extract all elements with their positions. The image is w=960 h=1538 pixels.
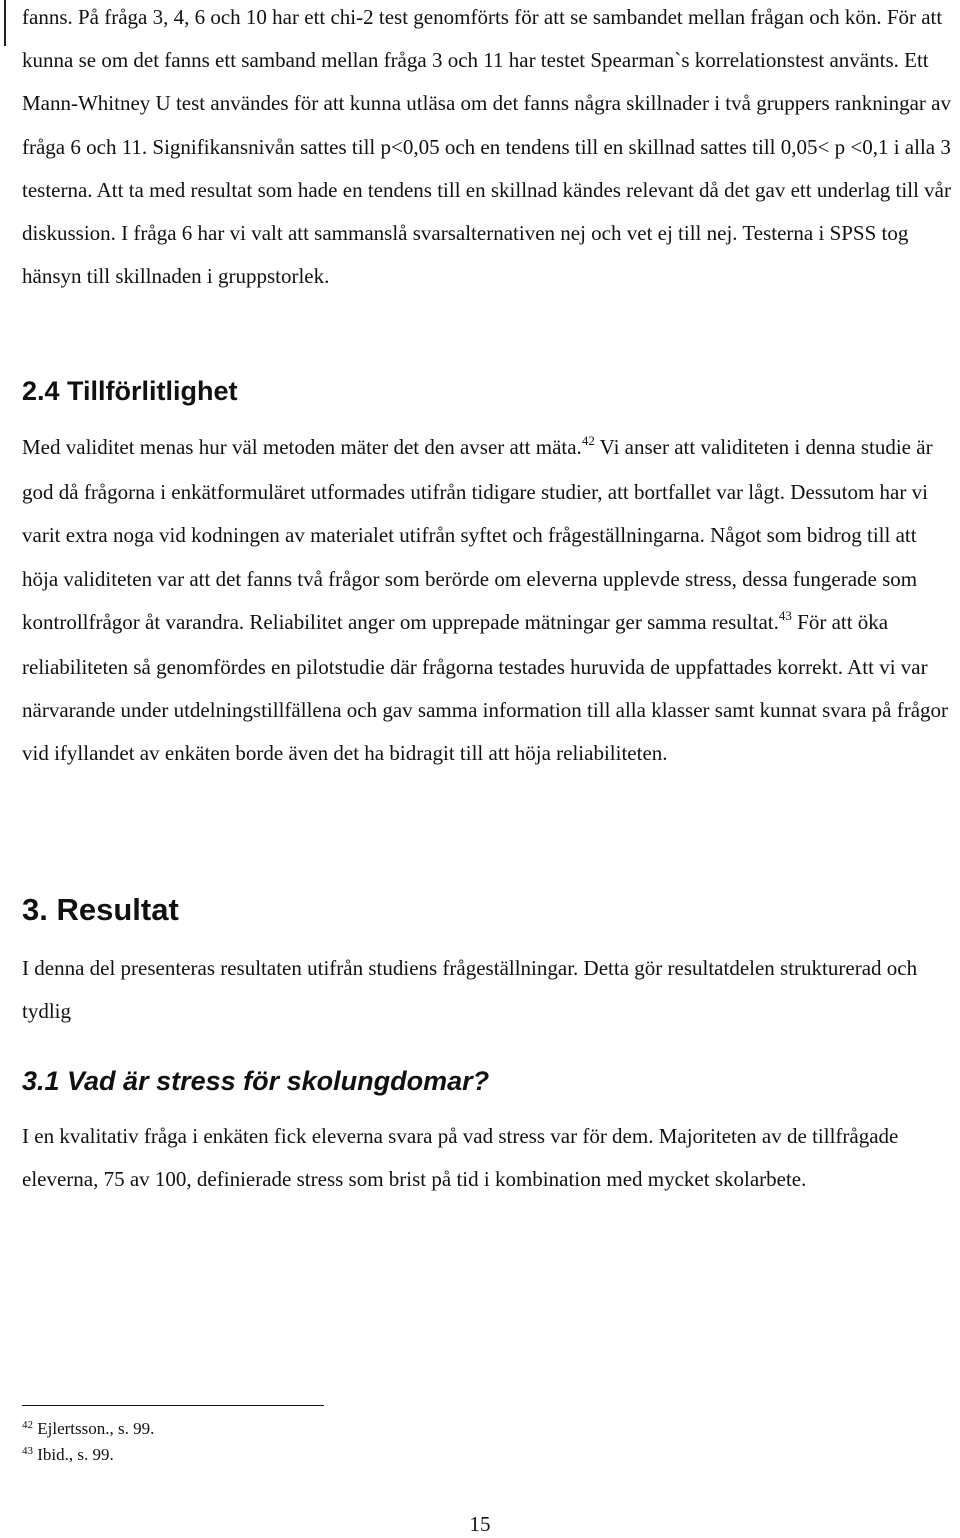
- footnote-separator: [22, 1405, 324, 1406]
- validity-text-1: Med validitet menas hur väl metoden mäter det den avser att mäta.: [22, 435, 582, 459]
- change-bar: [4, 0, 6, 46]
- paragraph-results-intro: I denna del presenteras resultaten utifrån studiens frågeställningar. Detta gör resultatdelen strukturerad och tydlig: [22, 956, 918, 1024]
- validity-text-3: För att öka reliabiliteten så genomfördes en pilotstudie där frågorna testades huruvida de uppfattades korrekt. Att vi var närvarande under utdelningstillfällena och gav samma information till alla klasser samt kunnat svara på frågor vid ifyllandet av enkäten borde även det ha bidragit till att höja reliabiliteten.: [22, 609, 949, 766]
- footnote-42-text: Ejlertsson., s. 99.: [37, 1419, 155, 1438]
- footnote-ref-43: 43: [778, 607, 792, 623]
- heading-tillforlitlighet: 2.4 Tillförlitlighet: [22, 376, 238, 406]
- page-number: 15: [469, 1512, 491, 1536]
- footnote-42: [22, 1418, 154, 1442]
- validity-text-2: Vi anser att validiteten i denna studie är god då frågorna i enkätformuläret utformades utifrån tidigare studier, att bortfallet var lågt. Dessutom har vi varit extra noga vid kodningen av materialet utifrån syftet och frågeställningarna. Något som bidrog till att höja validiteten var att det fanns två frågor som berörde om eleverna upplevde stress, dessa fungerade som kontrollfrågor åt varandra. Reliabilitet anger om upprepade mätningar ger samma resultat.: [22, 435, 933, 634]
- heading-resultat: 3. Resultat: [22, 892, 179, 927]
- footnote-43-number: 43: [22, 1445, 33, 1457]
- footnote-43-text: Ibid., s. 99.: [37, 1445, 114, 1464]
- paragraph-stress-definition: I en kvalitativ fråga i enkäten fick eleverna svara på vad stress var för dem. Majoriteten av de tillfrågade eleverna, 75 av 100, definierade stress som brist på tid i kombination med mycket skolarbete.: [22, 1124, 899, 1192]
- footnote-43: [22, 1444, 114, 1468]
- heading-stress-definition: 3.1 Vad är stress för skolungdomar?: [22, 1066, 490, 1096]
- footnote-ref-42: 42: [581, 433, 595, 448]
- footnote-42-number: 42: [22, 1419, 33, 1431]
- paragraph-validity: [22, 426, 952, 776]
- paragraph-methods: fanns. På fråga 3, 4, 6 och 10 har ett chi-2 test genomförts för att se sambandet mellan frågan och kön. För att kunna se om det fanns ett samband mellan fråga 3 och 11 har testet Spearman`s korrelationstest använts. Ett Mann-Whitney U test användes för att kunna utläsa om det fanns några skillnader i två gruppers rankningar av fråga 6 och 11. Signifikansnivån sattes till p<0,05 och en tendens till en skillnad sattes till 0,05< p <0,1 i alla 3 testerna. Att ta med resultat som hade en tendens till en skillnad kändes relevant då det gav ett underlag till vår diskussion. I fråga 6 har vi valt att sammanslå svarsalternativen nej och vet ej till nej. Testerna i SPSS tog hänsyn till skillnaden i gruppstorlek.: [22, 5, 951, 289]
